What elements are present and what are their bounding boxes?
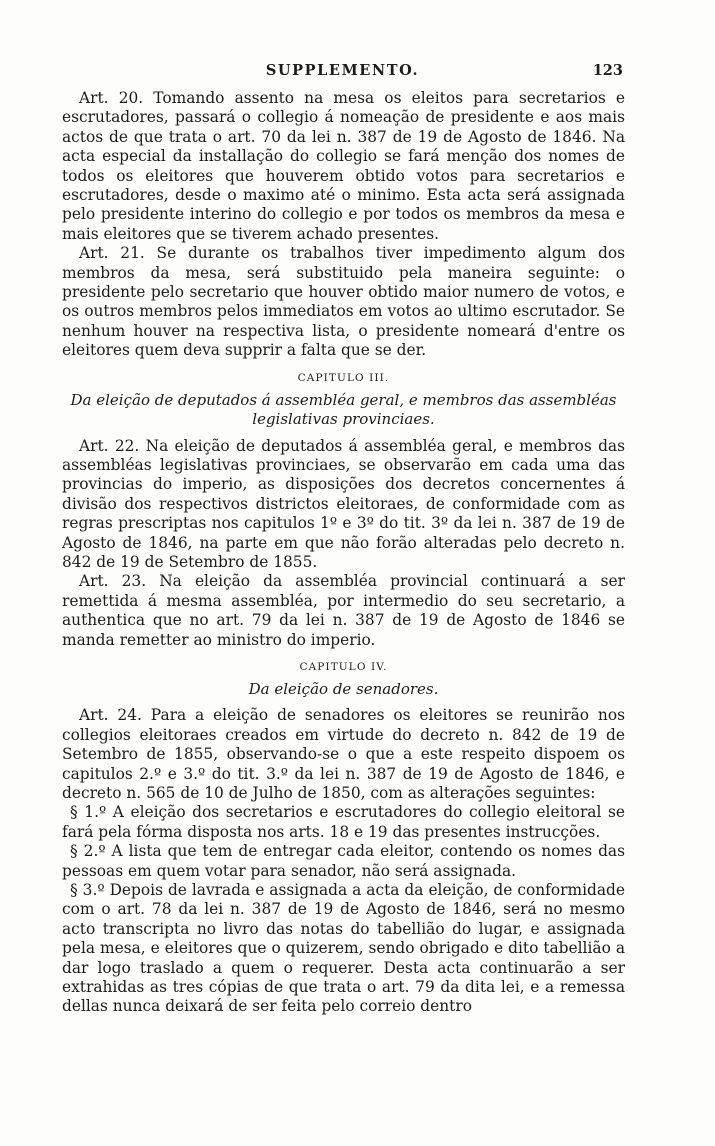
article-22: Art. 22. Na eleição de deputados á assembléa geral, e membros das assembléas legislativas provinciaes, se observarão em cada uma das provincias do imperio, as disposições dos decretos concernentes á divisão dos respectivos districtos eleitoraes, de conformidade com as regras prescriptas nos capitulos 1º e 3º do tit. 3º da lei n. 387 de 19 de Agosto de 1846, na parte em que não forão alteradas pelo decreto n. 842 de 19 de Setembro de 1855. xyxy=(62,436,625,571)
article-21: Art. 21. Se durante os trabalhos tiver impedimento algum dos membros da mesa, será substituido pela maneira seguinte: o presidente pelo secretario que houver obtido maior numero de votos, e os outros membros pelos immediatos em votos ao ultimo escrutador. Se nenhum houver na respectiva lista, o presidente nomeará d'entre os eleitores quem deva supprir a falta que se der. xyxy=(62,244,625,360)
page-number: 123 xyxy=(592,62,623,79)
section-3: § 3.º Depois de lavrada e assignada a acta da eleição, de conformidade com o art. 78 da lei n. 387 de 19 de Agosto de 1846, será no mesmo acto transcripta no livro das notas do tabellião do lugar, e assignada pela mesa, e eleitores que o quizerem, sendo obrigado e dito tabellião a dar logo traslado a quem o requerer. Desta acta continuarão a ser extrahidas as tres cópias de que trata o art. 79 da dita lei, e a remessa dellas nunca deixará de ser feita pelo correio dentro xyxy=(62,881,625,1016)
chapter-3-subtitle-line-1: Da eleição de deputados á assembléa geral, e membros das assembléas xyxy=(70,390,617,409)
section-2: § 2.º A lista que tem de entregar cada eleitor, contendo os nomes das pessoas em quem votar para senador, não será assignada. xyxy=(62,842,625,880)
page-body xyxy=(62,89,625,1017)
chapter-4-heading: CAPITULO IV. xyxy=(299,660,388,673)
article-23: Art. 23. Na eleição da assembléa provincial continuará a ser remettida á mesma assembléa, por intermedio do seu secretario, a authentica que no art. 79 da lei n. 387 de 19 de Agosto de 1846 se manda remetter ao ministro do imperio. xyxy=(62,572,625,649)
article-24: Art. 24. Para a eleição de senadores os eleitores se reunirão nos collegios eleitoraes creados em virtude do decreto n. 842 de 19 de Setembro de 1855, observando-se o que a este respeito dispoem os capitulos 2.º e 3.º do tit. 3.º da lei n. 387 de 19 de Agosto de 1846, e decreto n. 565 de 10 de Julho de 1850, com as alterações seguintes: xyxy=(62,706,625,802)
article-20: Art. 20. Tomando assento na mesa os eleitos para secretarios e escrutadores, passará o collegio á nomeação de presidente e aos mais actos de que trata o art. 70 da lei n. 387 de 19 de Agosto de 1846. Na acta especial da installação do collegio se fará menção dos nomes de todos os eleitores que houverem obtido votos para secretarios e escrutadores, desde o maximo até o minimo. Esta acta será assignada pelo presidente interino do collegio e por todos os membros da mesa e mais eleitores que se tiverem achado presentes. xyxy=(62,89,625,243)
section-1: § 1.º A eleição dos secretarios e escrutadores do collegio eleitoral se fará pela fórma disposta nos arts. 18 e 19 das presentes instrucções. xyxy=(62,803,625,841)
running-title: SUPPLEMENTO. xyxy=(265,62,420,79)
chapter-3-subtitle-line-2: legislativas provinciaes. xyxy=(252,410,435,429)
chapter-3-heading: CAPITULO III. xyxy=(297,371,390,384)
page-header xyxy=(60,62,625,84)
chapter-3-subtitle xyxy=(62,391,625,430)
chapter-4-subtitle: Da eleição de senadores. xyxy=(248,679,439,698)
